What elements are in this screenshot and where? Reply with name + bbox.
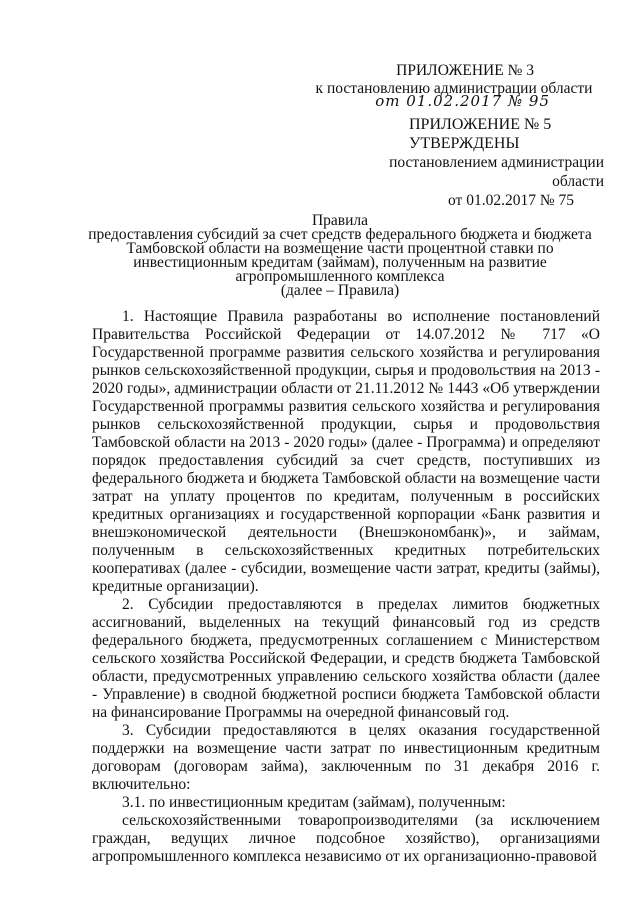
appendix-3-heading: ПРИЛОЖЕНИЕ № 3 [396,62,534,79]
paragraph-3-1-producers: сельскохозяйственными товаропроизводителями (за исключением граждан, ведущих личное подсобное хозяйство), организациями агропромышленного комплекса независимо от их организационно-правовой [92,812,600,865]
paragraph-3-1: 3.1. по инвестиционным кредитам (займам), полученным: [122,794,506,811]
resolution-reference: к постановлению администрации области [315,80,593,97]
title-line-2: предоставления субсидий за счет средств федерального бюджета и бюджета [88,226,592,243]
approved-date: от 01.02.2017 № 75 [448,192,574,209]
document-body [92,308,600,866]
title-line-5: агропромышленного комплекса [235,268,445,285]
paragraph-2: 2. Субсидии предоставляются в пределах лимитов бюджетных ассигнований, выделенных на текущий финансовый год из средств федерального бюджета, предусмотренных соглашением с Министерством сельского хозяйства Российской Федерации, и средств бюджета Тамбовской области, предусмотренных управлению сельского хозяйства области (далее - Управление) в сводной бюджетной росписи бюджета Тамбовской области на финансирование Программы на очередной финансовый год. [92,596,600,721]
title-line-3: Тамбовской области на возмещение части процентной ставки по [126,240,554,257]
paragraph-1: 1. Настоящие Правила разработаны во исполнение постановлений Правительства Российской Федерации от 14.07.2012 № 717 «О Государственной программе развития сельского хозяйства и регулирования рынков сельскохозяйственной продукции, сырья и продовольствия на 2013 - 2020 годы», администрации области от 21.11.2012 № 1443 «Об утверждении Государственной программы развития сельского хозяйства и регулирования рынков сельскохозяйственной продукции, сырья и продовольствия Тамбовской области на 2013 - 2020 годы» (далее - Программа) и определяют порядок предоставления субсидий за счет средств, поступивших из федерального бюджета и бюджета Тамбовской области на возмещение части затрат на уплату процентов по кредитам, полученным в российских кредитных организациях и государственной корпорации «Банк развития и внешэкономической деятельности (Внешэкономбанк)», и займам, полученным в сельскохозяйственных кредитных потребительских кооперативах (далее - субсидии, возмещение части затрат, кредиты (займы), кредитные организации). [92,308,600,595]
approved-by: постановлением администрации области [389,154,604,190]
appendix-5-block [334,115,604,210]
document-title [80,214,600,298]
title-line-1: Правила [311,212,369,229]
appendix-3-block [304,62,604,108]
paragraph-3: 3. Субсидии предоставляются в целях оказания государственной поддержки на возмещение части затрат по инвестиционным кредитным договорам (договорам займа), заключенным по 31 декабря 2016 г. включительно: [92,722,600,793]
title-line-4: инвестиционным кредитам (займам), полученным на развитие [133,254,547,271]
title-line-6: (далее – Правила) [280,282,400,299]
approved-label: УТВЕРЖДЕНЫ [409,135,520,152]
appendix-5-heading: ПРИЛОЖЕНИЕ № 5 [409,116,552,133]
handwritten-date-number: от 01.02.2017 № 95 [375,92,550,110]
